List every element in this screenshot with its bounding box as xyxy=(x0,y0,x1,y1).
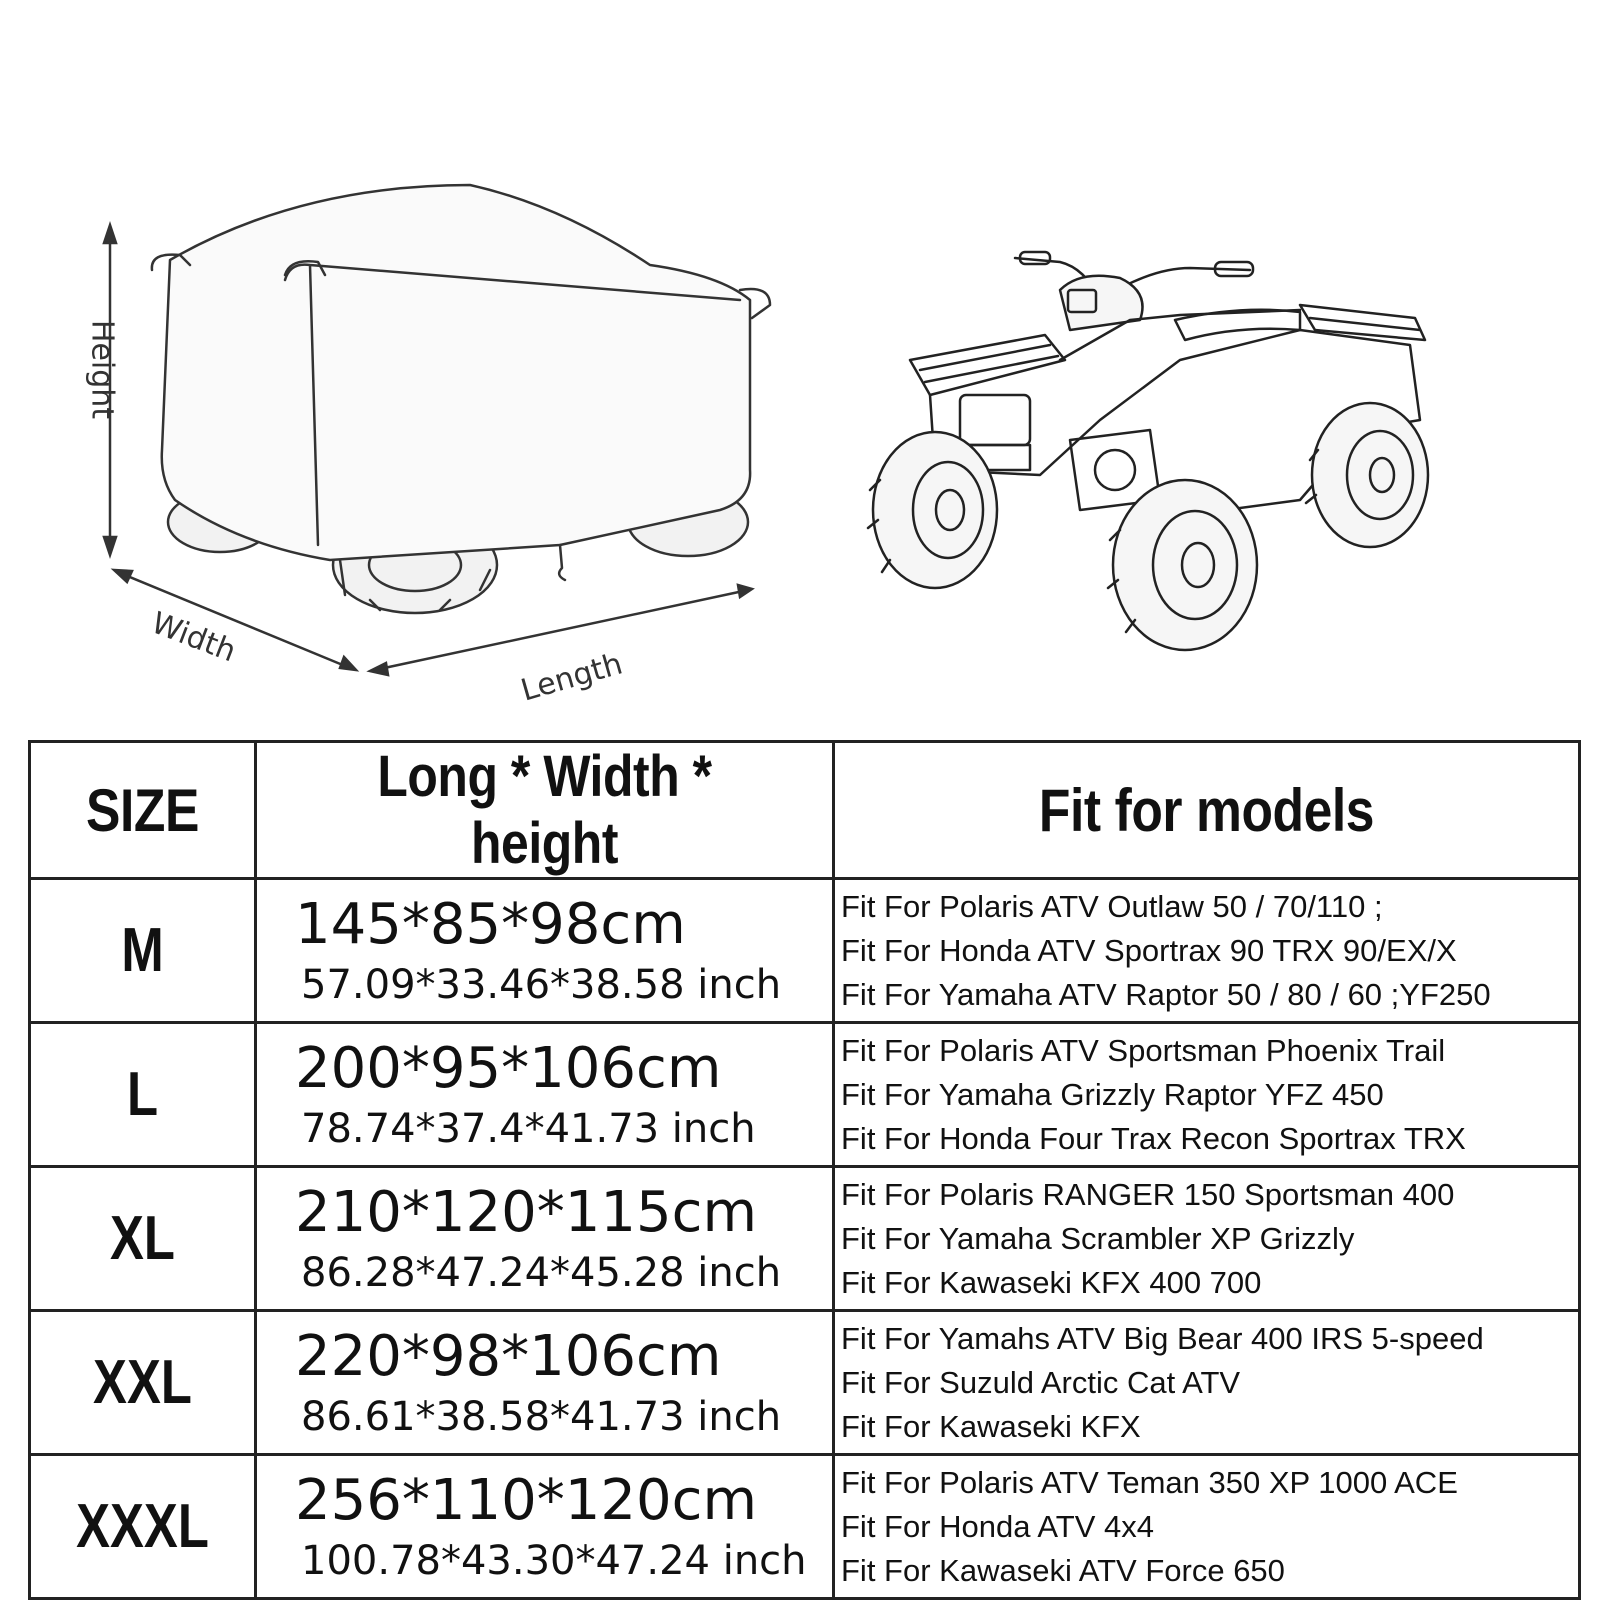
model-line: Fit For Yamaha Grizzly Raptor YFZ 450 xyxy=(841,1076,1384,1112)
models-cell xyxy=(834,1311,1580,1455)
models-cell xyxy=(834,879,1580,1023)
model-line: Fit For Suzuld Arctic Cat ATV xyxy=(841,1364,1241,1400)
models-header: Fit for models xyxy=(1038,776,1375,844)
dimensions-cell xyxy=(256,1167,834,1311)
dimensions-inch: 57.09*33.46*38.58 inch xyxy=(301,961,782,1008)
model-line: Fit For Polaris ATV Teman 350 XP 1000 ACE xyxy=(841,1464,1458,1500)
models-header-cell xyxy=(834,742,1580,879)
dimensions-inch: 78.74*37.4*41.73 inch xyxy=(301,1105,756,1152)
dimensions-cell xyxy=(256,1455,834,1599)
table-row xyxy=(30,1455,1580,1599)
size-value: L xyxy=(126,1060,159,1129)
dimensions-header: Long * Width * height xyxy=(377,744,712,876)
model-line: Fit For Honda Four Trax Recon Sportrax TRX xyxy=(841,1120,1466,1156)
models-cell xyxy=(834,1167,1580,1311)
atv-cover-drawing xyxy=(152,185,770,613)
length-label: Length xyxy=(517,646,627,709)
size-value: XL xyxy=(110,1204,175,1273)
dimensions-cell xyxy=(256,1311,834,1455)
size-value: M xyxy=(121,916,164,985)
dimensions-cm: 200*95*106cm xyxy=(295,1035,722,1101)
size-cell xyxy=(30,1023,256,1167)
size-chart-table xyxy=(28,740,1581,1600)
model-line: Fit For Polaris ATV Outlaw 50 / 70/110 ; xyxy=(841,888,1383,924)
dimensions-header-cell xyxy=(256,742,834,879)
size-header: SIZE xyxy=(86,776,199,844)
model-line: Fit For Kawaseki KFX xyxy=(841,1408,1141,1444)
table-row xyxy=(30,1167,1580,1311)
models-cell xyxy=(834,1455,1580,1599)
model-line: Fit For Honda ATV 4x4 xyxy=(841,1508,1154,1544)
table-row xyxy=(30,1311,1580,1455)
dimensions-cell xyxy=(256,879,834,1023)
model-line: Fit For Yamahs ATV Big Bear 400 IRS 5-speed xyxy=(841,1320,1484,1356)
size-header-cell xyxy=(30,742,256,879)
dimensions-cm: 256*110*120cm xyxy=(295,1467,757,1533)
dimensions-cm: 210*120*115cm xyxy=(295,1179,757,1245)
covered-atv-diagram xyxy=(0,0,1600,720)
table-row xyxy=(30,879,1580,1023)
model-line: Fit For Yamaha ATV Raptor 50 / 80 / 60 ;YF250 xyxy=(841,976,1491,1012)
size-value: XXL xyxy=(93,1348,192,1417)
dimensions-inch: 100.78*43.30*47.24 inch xyxy=(301,1537,807,1584)
table-header-row xyxy=(30,742,1580,879)
width-label: Width xyxy=(146,605,241,670)
size-cell xyxy=(30,1311,256,1455)
product-illustration xyxy=(0,0,1600,720)
height-label: Height xyxy=(84,319,120,420)
model-line: Fit For Kawaseki KFX 400 700 xyxy=(841,1264,1262,1300)
model-line: Fit For Polaris ATV Sportsman Phoenix Trail xyxy=(841,1032,1446,1068)
model-line: Fit For Honda ATV Sportrax 90 TRX 90/EX/X xyxy=(841,932,1457,968)
dimensions-cm: 145*85*98cm xyxy=(295,891,686,957)
dimensions-inch: 86.28*47.24*45.28 inch xyxy=(301,1249,782,1296)
size-cell xyxy=(30,1455,256,1599)
size-cell xyxy=(30,879,256,1023)
models-cell xyxy=(834,1023,1580,1167)
model-line: Fit For Yamaha Scrambler XP Grizzly xyxy=(841,1220,1355,1256)
dimensions-cell xyxy=(256,1023,834,1167)
model-line: Fit For Polaris RANGER 150 Sportsman 400 xyxy=(841,1176,1455,1212)
dimensions-cm: 220*98*106cm xyxy=(295,1323,722,1389)
table-row xyxy=(30,1023,1580,1167)
dimensions-inch: 86.61*38.58*41.73 inch xyxy=(301,1393,782,1440)
model-line: Fit For Kawaseki ATV Force 650 xyxy=(841,1552,1285,1588)
atv-drawing xyxy=(868,252,1428,650)
size-cell xyxy=(30,1167,256,1311)
size-value: XXXL xyxy=(76,1492,209,1561)
